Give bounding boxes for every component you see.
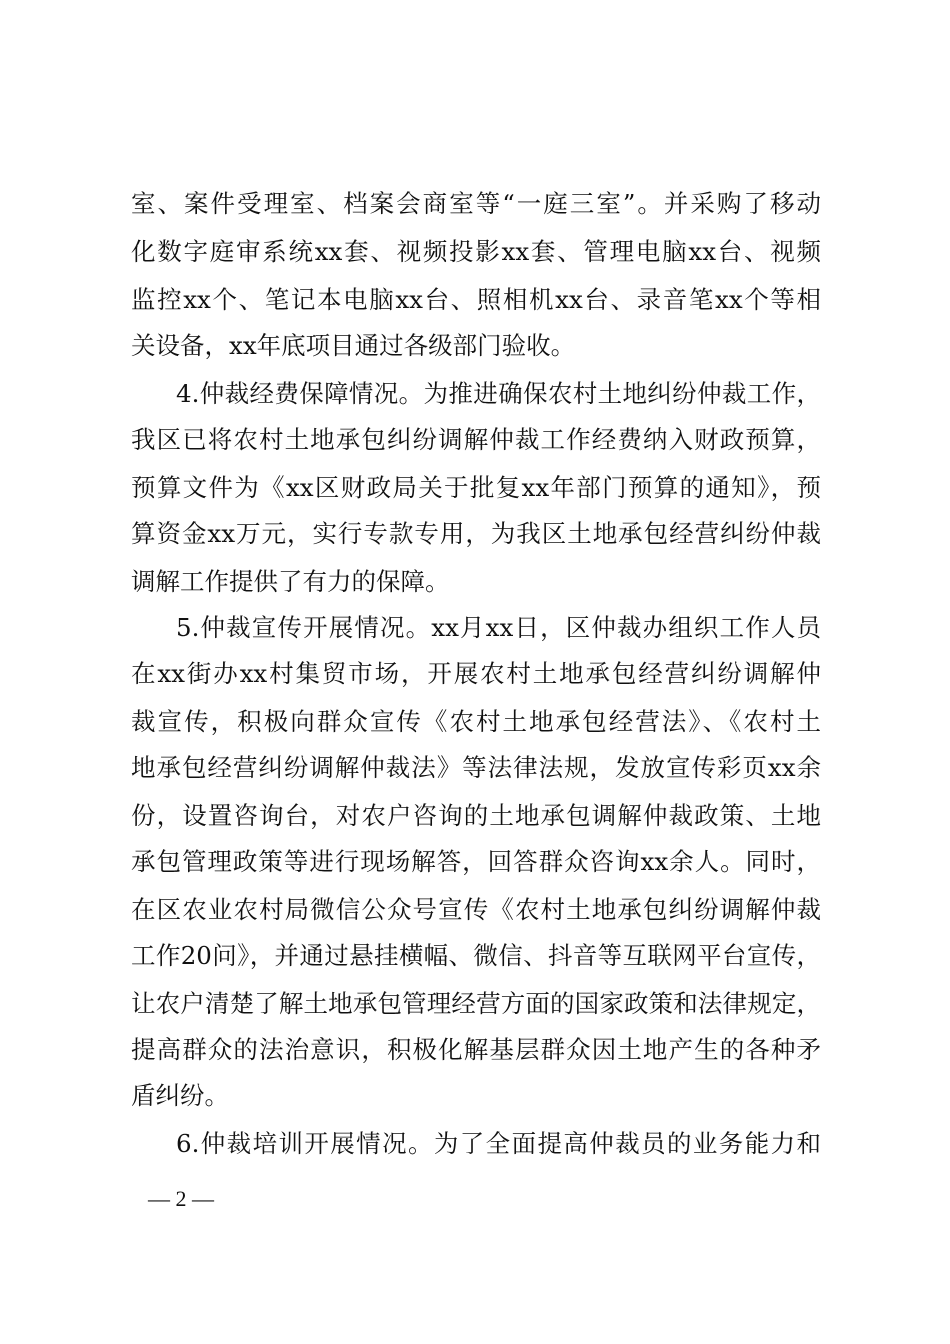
body-line: 算资金xx万元，实行专款专用，为我区土地承包经营纠纷仲裁 xyxy=(131,519,821,548)
page-number: — 2 — xyxy=(148,1186,214,1211)
body-line: 调解工作提供了有力的保障。 xyxy=(131,567,450,596)
body-line: 地承包经营纠纷调解仲裁法》等法律法规，发放宣传彩页xx余 xyxy=(131,753,821,782)
body-line: 监控xx个、笔记本电脑xx台、照相机xx台、录音笔xx个等相 xyxy=(131,285,821,314)
paragraph-first-line: 5.仲裁宣传开展情况。xx月xx日，区仲裁办组织工作人员 xyxy=(176,613,821,642)
body-line: 在xx街办xx村集贸市场，开展农村土地承包经营纠纷调解仲 xyxy=(131,659,821,688)
paragraph-first-line: 6.仲裁培训开展情况。为了全面提高仲裁员的业务能力和 xyxy=(176,1129,821,1158)
body-line: 份，设置咨询台，对农户咨询的土地承包调解仲裁政策、土地 xyxy=(131,801,821,830)
body-line: 工作20问》，并通过悬挂横幅、微信、抖音等互联网平台宣传， xyxy=(131,941,821,970)
body-line: 盾纠纷。 xyxy=(131,1081,229,1110)
paragraph-first-line: 4.仲裁经费保障情况。为推进确保农村土地纠纷仲裁工作， xyxy=(176,379,821,408)
body-line: 关设备，xx年底项目通过各级部门验收。 xyxy=(131,331,576,360)
body-line: 承包管理政策等进行现场解答，回答群众咨询xx余人。同时， xyxy=(131,847,821,876)
body-line: 我区已将农村土地承包纠纷调解仲裁工作经费纳入财政预算， xyxy=(131,425,821,454)
body-line: 裁宣传，积极向群众宣传《农村土地承包经营法》、《农村土 xyxy=(131,707,821,736)
body-line: 预算文件为《xx区财政局关于批复xx年部门预算的通知》，预 xyxy=(131,473,821,502)
body-line: 提高群众的法治意识，积极化解基层群众因土地产生的各种矛 xyxy=(131,1035,821,1064)
body-line: 在区农业农村局微信公众号宣传《农村土地承包纠纷调解仲裁 xyxy=(131,895,821,924)
body-line: 让农户清楚了解土地承包管理经营方面的国家政策和法律规定， xyxy=(131,989,821,1018)
body-line: 室、案件受理室、档案会商室等“一庭三室”。并采购了移动 xyxy=(131,189,821,218)
body-line: 化数字庭审系统xx套、视频投影xx套、管理电脑xx台、视频 xyxy=(131,237,821,266)
